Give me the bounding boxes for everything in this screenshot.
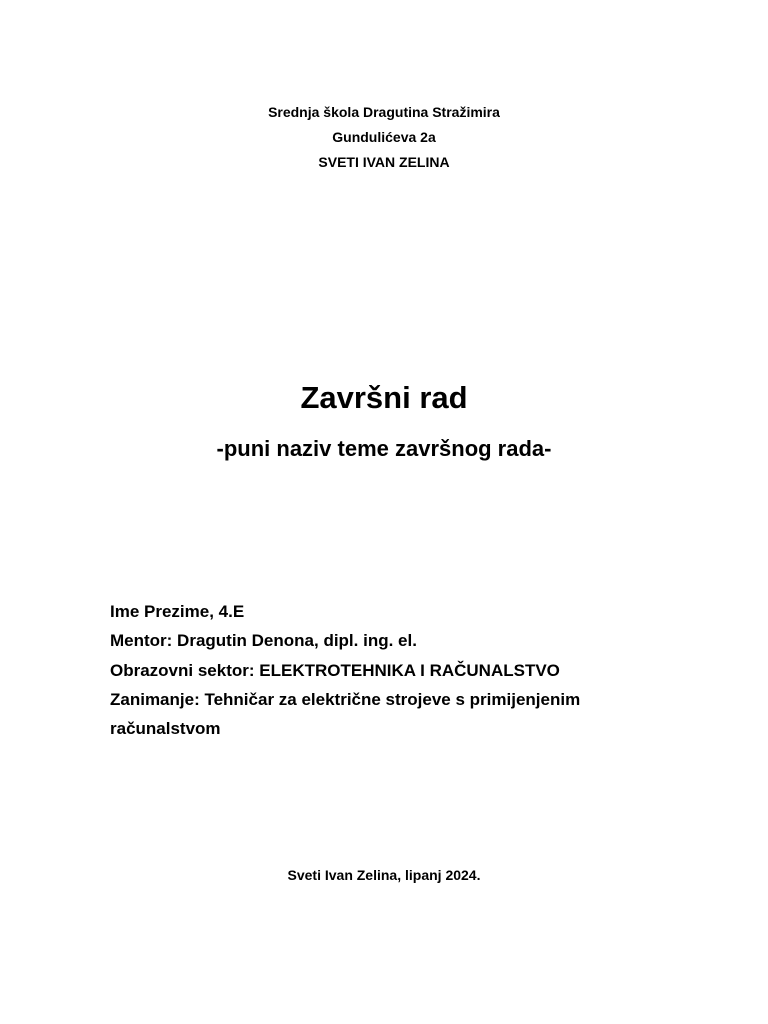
school-city: SVETI IVAN ZELINA (318, 154, 450, 170)
occupation-line-1: Zanimanje: Tehničar za električne strojeve s primijenjenim (110, 690, 581, 709)
place-and-date: Sveti Ivan Zelina, lipanj 2024. (287, 867, 481, 883)
school-name: Srednja škola Dragutina Stražimira (268, 104, 500, 120)
document-subtitle: -puni naziv teme završnog rada- (216, 436, 552, 461)
education-sector: Obrazovni sektor: ELEKTROTEHNIKA I RAČUNALSTVO (110, 661, 560, 680)
document-title: Završni rad (300, 380, 468, 415)
student-name: Ime Prezime, 4.E (110, 602, 245, 621)
occupation-line-2: računalstvom (110, 719, 221, 738)
school-address: Gundulićeva 2a (332, 129, 436, 145)
mentor: Mentor: Dragutin Denona, dipl. ing. el. (110, 631, 417, 650)
